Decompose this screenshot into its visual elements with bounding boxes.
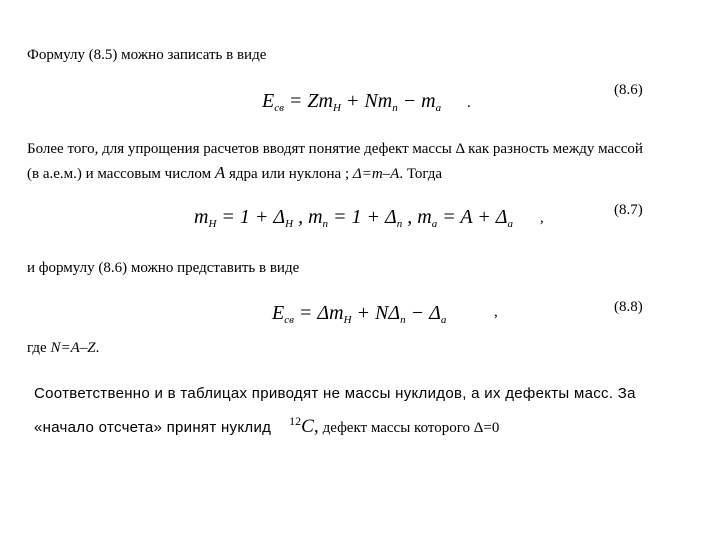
equation-8-8-comma: , <box>494 304 498 320</box>
paragraph-mass-defect-line1: Более того, для упрощения расчетов вводят понятие дефект массы Δ как разность между массой <box>27 141 643 157</box>
paragraph-intro: Формулу (8.5) можно записать в виде <box>27 47 267 63</box>
equation-number-8-8: (8.8) <box>614 299 643 315</box>
paragraph-mass-defect-line2: (в а.е.м.) и массовым числом A ядра или нуклона ; Δ=m–A. Тогда <box>27 163 443 182</box>
equation-8-6-period: . <box>467 95 471 111</box>
paragraph-tables-line1: Соответственно и в таблицах приводят не массы нуклидов, а их дефекты масс. За <box>34 385 636 402</box>
paragraph-where: где N=A–Z. <box>27 340 100 356</box>
equation-8-7: $m_H = 1 + \Delta_H$ , $m_n = 1 + \Delta_n$ , $m_a = A + \Delta_a$ <box>194 206 513 230</box>
paragraph-tables-line2: «начало отсчета» принят нуклид $^{12}$C, дефект массы которого Δ=0 <box>34 414 500 437</box>
equation-number-8-6: (8.6) <box>614 82 643 98</box>
equation-number-8-7: (8.7) <box>614 202 643 218</box>
equation-8-8: $E_{св} = \Delta m_H + N\Delta_n - \Delta_a$ <box>272 302 447 326</box>
paragraph-represent: и формулу (8.6) можно представить в виде <box>27 260 300 276</box>
equation-8-6: $E_{св} = Zm_H + Nm_n - m_a$ <box>262 90 442 114</box>
equation-8-7-comma: , <box>540 210 544 226</box>
